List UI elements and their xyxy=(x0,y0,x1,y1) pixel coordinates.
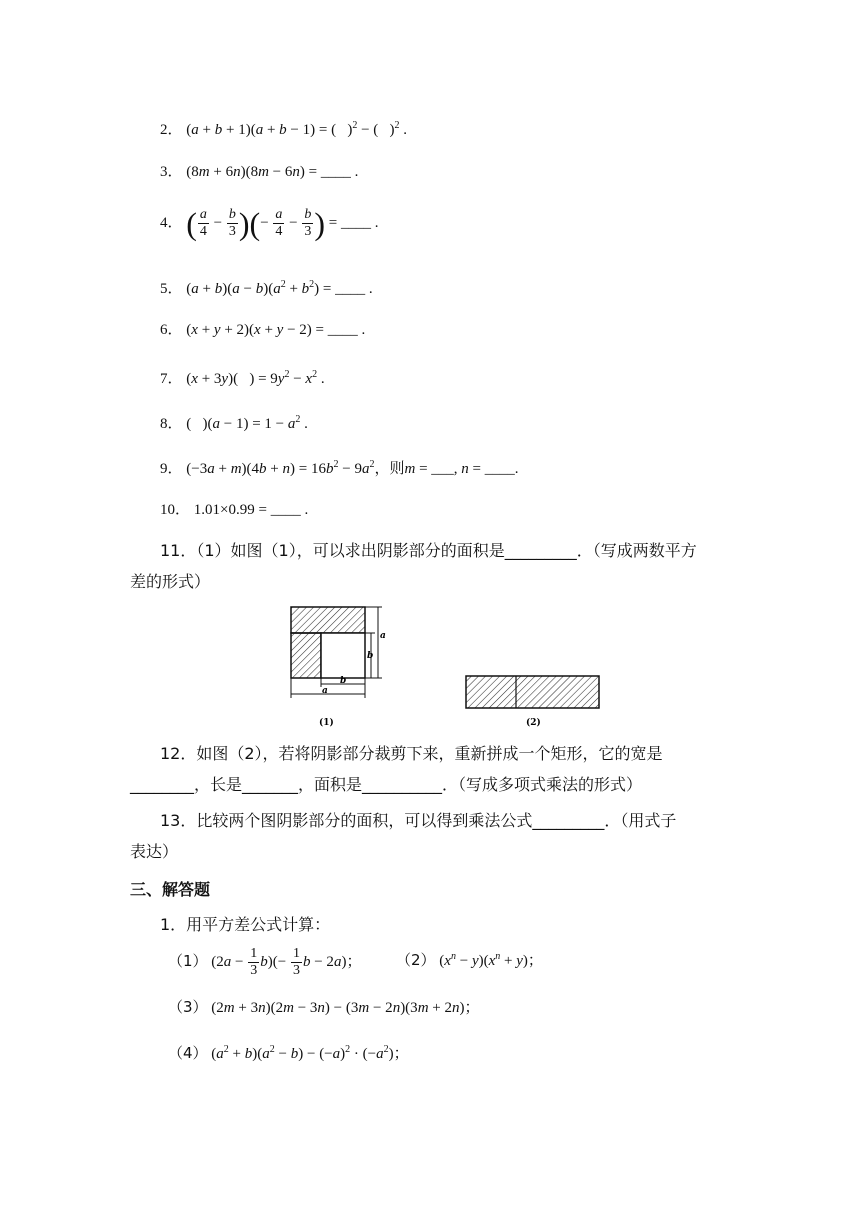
unshaded-square xyxy=(321,633,365,678)
question-6: 6． (x + y + 2)(x + y − 2) = ____ . xyxy=(160,322,366,338)
answer-blank-m[interactable]: ___ xyxy=(431,461,454,477)
figure-1-label: (1) xyxy=(319,718,334,728)
sub-question-3: （3） (2m + 3n)(2m − 3n) − (3m − 2n)(3m + 2n)； xyxy=(168,998,480,1016)
question-number: 8． xyxy=(160,416,183,432)
answer-blank[interactable]: ____ xyxy=(270,502,301,518)
question-3: 3． (8m + 6n)(8m − 6n) = ____ . xyxy=(160,164,359,180)
label-a-vertical: a xyxy=(380,631,386,641)
section-heading: 三、解答题 xyxy=(130,880,211,899)
question-5: 5． $(a + b)(a - b)(a^2 + b^2)$ = ____ . xyxy=(160,279,373,297)
answer-blank-n[interactable]: ____ xyxy=(484,461,515,477)
sub-question-4: （4） $(a^2 + b)(a^2 - b) - (-a)^2 \cdot (-a^2)$； xyxy=(168,1044,409,1062)
question-number: 4． xyxy=(160,215,183,231)
figure-2 xyxy=(462,671,604,728)
question-8: 8． ( )$(a - 1) = 1 - a^2$ . xyxy=(160,414,308,432)
question-9: 9． $(-3a + m)(4b + n) = 16b^2 - 9a^2$，则m = ___, n = ____. xyxy=(160,459,519,477)
shaded-top-rect xyxy=(291,607,365,633)
question-10: 10． 1.01×0.99 = ____ . xyxy=(160,502,309,518)
label-b-horizontal: b xyxy=(340,676,347,686)
question-12: 12．如图（2），若将阴影部分裁剪下来，重新拼成一个矩形，它的宽是 ________，长是_______，面积是__________．（写成多项式乘法的形式） xyxy=(130,744,663,794)
sub-question-1: （1） (2a − $\frac{1}{3}$ b)(− $\frac{1}{3}$ b − 2a)； xyxy=(168,946,362,979)
question-number: 6． xyxy=(160,322,183,338)
figure-1 xyxy=(282,603,392,728)
question-4: 4． ( $\frac{a}{4}$ − $\frac{b}{3}$ )(− $\frac{a}{4}$ − $\frac{b}{3}$ ) = ____ . xyxy=(160,205,379,242)
question-number: 7． xyxy=(160,371,183,387)
figure-2-label: (2) xyxy=(526,718,541,728)
question-2: 2． (a + b + 1)(a + b − 1) = ( )$^2$ − ( )$^2$ . xyxy=(160,120,408,138)
answer-blank[interactable]: ____ xyxy=(320,164,351,180)
answer-blank[interactable]: ____ xyxy=(341,215,372,231)
section3-question-1-title: 1．用平方差公式计算： xyxy=(160,915,331,934)
label-b-vertical: b xyxy=(367,651,374,661)
label-a-horizontal: a xyxy=(322,686,328,696)
question-number: 10． xyxy=(160,502,191,518)
question-7: 7． (x + 3y)( ) = $9y^2 - x^2$ . xyxy=(160,369,325,387)
question-number: 9． xyxy=(160,461,183,477)
question-11: 11．（1）如图（1），可以求出阴影部分的面积是_________．（写成两数平方 差的形式） xyxy=(130,541,697,591)
question-13: 13．比较两个图阴影部分的面积，可以得到乘法公式_________．（用式子 表达） xyxy=(130,811,677,861)
question-number: 3． xyxy=(160,164,183,180)
sub-question-2: （2） $(x^n - y)(x^n + y)$； xyxy=(396,951,543,969)
question-number: 2． xyxy=(160,122,183,138)
answer-blank[interactable]: ____ xyxy=(327,322,358,338)
shaded-left-rect xyxy=(291,633,321,678)
answer-blank[interactable]: ____ xyxy=(335,281,366,297)
question-number: 5． xyxy=(160,281,183,297)
shaded-rectangle xyxy=(466,676,599,708)
